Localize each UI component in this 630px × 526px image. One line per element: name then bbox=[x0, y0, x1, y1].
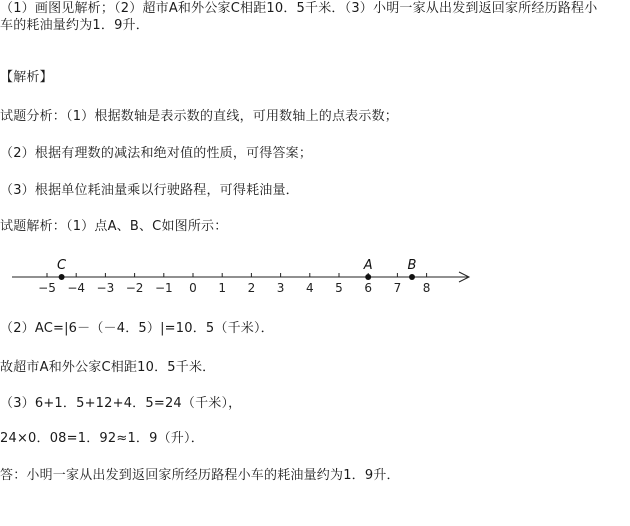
point-a bbox=[365, 274, 371, 280]
solution-line-3: （3）6+1．5+12+4．5=24（千米）， bbox=[0, 396, 242, 411]
point-b bbox=[409, 274, 415, 280]
final-answer: 答：小明一家从出发到返回家所经历路程小车的耗油量约为1．9升． bbox=[0, 468, 400, 483]
conclusion-line-2: 故超市A和外公家C相距10．5千米． bbox=[0, 360, 216, 375]
analysis-line-1: 试题分析：（1）根据数轴是表示数的直线，可用数轴上的点表示数； bbox=[0, 109, 398, 124]
tick-label: −3 bbox=[96, 281, 115, 295]
tick-label: 5 bbox=[335, 281, 343, 295]
tick-label: 1 bbox=[218, 281, 227, 295]
tick-label: −1 bbox=[154, 281, 173, 295]
tick-label: −5 bbox=[38, 281, 56, 295]
point-label-c: C bbox=[57, 258, 67, 273]
answer-line-2: 车的耗油量约为1．9升． bbox=[0, 18, 149, 33]
point-label-b: B bbox=[407, 258, 417, 273]
solution-line-2: （2）AC=|6－（－4．5）|=10．5（千米）． bbox=[0, 321, 274, 336]
calc-line-3: 24×0．08=1．92≈1．9（升）． bbox=[0, 431, 204, 446]
tick-label: 8 bbox=[422, 281, 431, 295]
tick-label: 7 bbox=[393, 281, 402, 295]
tick-label: −2 bbox=[125, 281, 144, 295]
tick-label: −4 bbox=[67, 281, 86, 295]
point-c bbox=[59, 274, 65, 280]
solution-intro: 试题解析：（1）点A、B、C如图所示： bbox=[0, 219, 228, 234]
analysis-line-3: （3）根据单位耗油量乘以行驶路程，可得耗油量． bbox=[0, 183, 299, 198]
tick-label: 2 bbox=[247, 281, 256, 295]
tick-label: 3 bbox=[276, 281, 285, 295]
section-title: 【解析】 bbox=[0, 70, 53, 85]
tick-label: 6 bbox=[364, 281, 373, 295]
number-line-figure bbox=[0, 253, 630, 298]
analysis-line-2: （2）根据有理数的减法和绝对值的性质，可得答案； bbox=[0, 146, 313, 161]
tick-label: 0 bbox=[189, 281, 197, 295]
tick-group bbox=[38, 273, 430, 295]
answer-line-1: （1）画图见解析；（2）超市A和外公家C相距10．5千米．（3）小明一家从出发到返回家所经历路程小 bbox=[0, 1, 598, 16]
point-label-a: A bbox=[363, 258, 373, 273]
tick-label: 4 bbox=[305, 281, 314, 295]
